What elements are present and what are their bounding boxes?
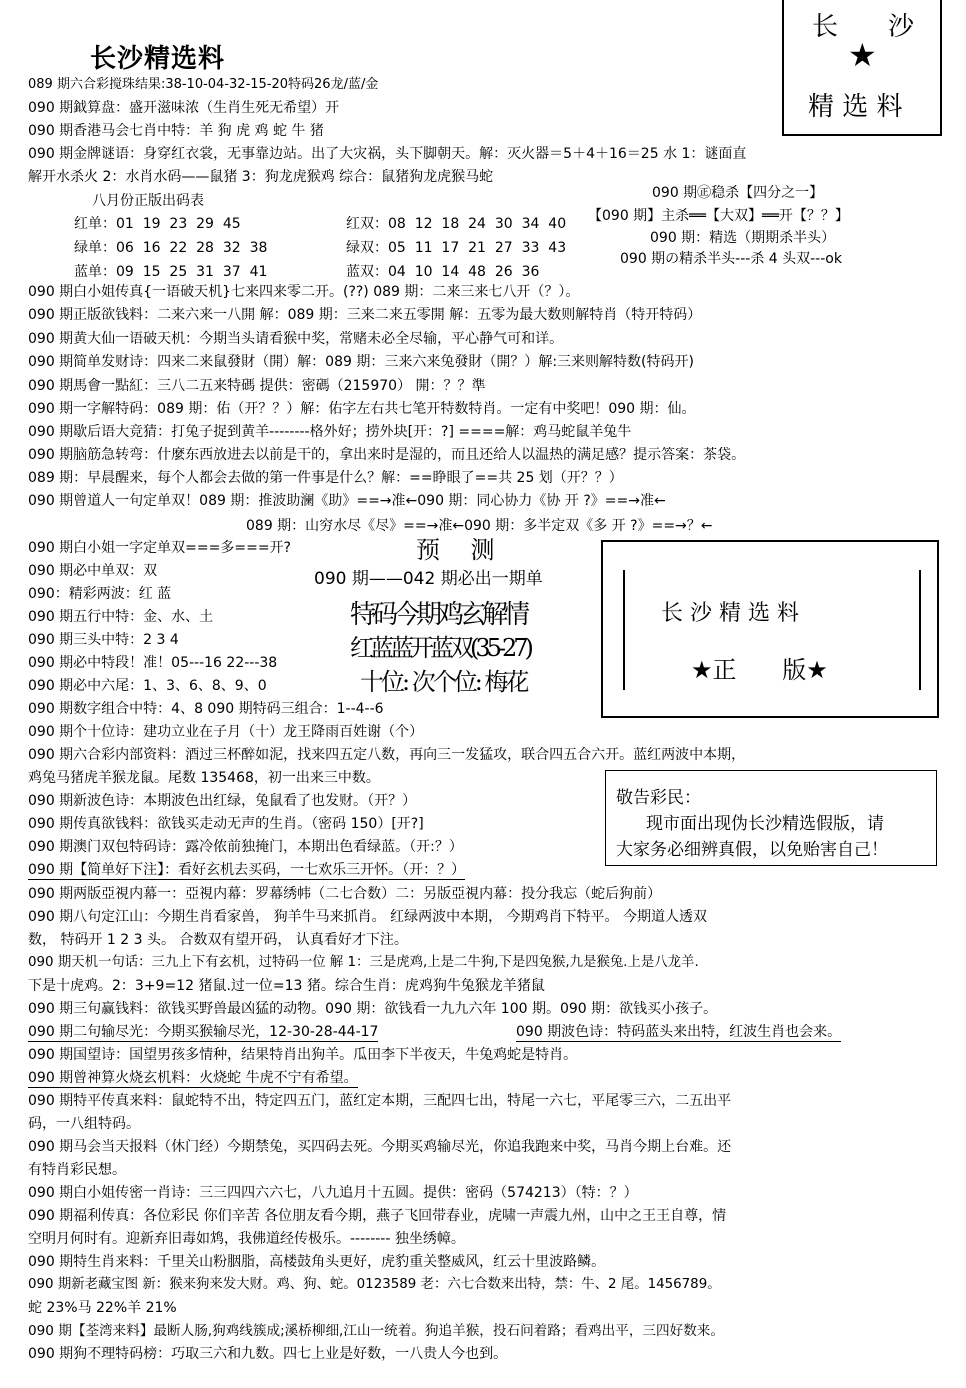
row-label: 绿双：	[346, 240, 388, 256]
text-line: 090 期三句赢钱料：欲钱买野兽最凶猛的动物。090 期：欲钱看一九九六年 100 期。090 期：欲钱买小孩子。	[28, 1001, 718, 1017]
text-line: 090 期【荃湾来料】最断人肠,狗鸡线簇成;溪桥柳细,江山一统着。狗追羊猴，投石问着路；看鸡出平，三四好数来。	[28, 1323, 724, 1339]
left-line: 090 期白小姐一字定单双===多===开?	[28, 540, 291, 556]
logo-char-2: 沙	[888, 12, 915, 42]
text-line: 090 期歇后语大竞猜：打兔子捉到黄羊--------格外好；捞外块[开：?] ====解：鸡马蛇鼠羊兔牛	[28, 424, 632, 440]
stamp-box	[601, 540, 939, 718]
table-row	[346, 213, 566, 233]
text-line: 090 期【简单好下注】：看好玄机去买码，一七欢乐三开怀。（开：？）	[28, 862, 466, 878]
left-line: 090：精彩两波：红 蓝	[28, 586, 172, 602]
row-label: 红双：	[346, 216, 388, 232]
notice-title: 敬告彩民：	[616, 788, 701, 808]
table-row	[74, 237, 267, 257]
text-line: 090 期特平传真来料：鼠蛇特不出，特定四五门，蓝红定本期，三配四七出，特尾一六七，平尾零三六，二五出平	[28, 1093, 732, 1109]
text-line: 090 期新波色诗：本期波色出红绿，兔鼠看了也发财。（开？）	[28, 793, 417, 809]
text-line: 解开水杀火 2：水肖水码——鼠猪 3：狗龙虎猴鸡 综合：鼠猪狗龙虎猴马蛇	[28, 169, 494, 185]
text-line: 090 期八句定江山：今期生肖看家兽， 狗羊牛马来抓肖。 红绿两波中本期， 今期鸡肖下特平。 今期道人透双	[28, 909, 707, 925]
row-label: 红单：	[74, 216, 116, 232]
text-line: 090 期正版欲钱料：二来六来一八開 解：089 期：三来二来五零開 解：五零为最大数则解特肖（特开特码）	[28, 307, 702, 323]
text-line: 090 期曾道人一句定单双！089 期：推波助澜《助》==→准←090 期：同心协力《协 开 ?》==→准←	[28, 493, 666, 509]
text-line-split-left: 090 期二句输尽光：今期买猴输尽光，12-30-28-44-17	[28, 1024, 379, 1040]
right-note: 090 期：精选（期期杀半头）	[650, 230, 836, 246]
notice-body: 现市面出现伪长沙精选假版，请	[646, 814, 884, 834]
text-line: 090 期福利传真：各位彩民 你们辛苦 各位朋友看今期，燕子飞回带春业，虎啸一声震九州，山中之王王自尊，情	[28, 1208, 727, 1224]
table-title: 八月份正版出码表	[92, 193, 204, 209]
text-line-center: 089 期：山穷水尽《尽》==→准←090 期：多半定双《多 开 ?》==→？←	[246, 518, 713, 534]
text-line: 090 期狗不理特码榜：巧取三六和九数。四七上业是好数，一八贵人今也到。	[28, 1346, 508, 1362]
result-line: 089 期六合彩搅珠结果:38-10-04-32-15-20特码26龙/蓝/金	[28, 77, 379, 92]
left-line: 090 期个十位诗：建功立业在子月（十）龙王降雨百姓谢（个）	[28, 724, 424, 740]
forecast-line: 特码今期鸡玄解情	[350, 600, 527, 630]
row-nums: 08 12 18 24 30 34 40	[388, 216, 567, 232]
row-label: 蓝双：	[346, 264, 388, 280]
row-nums: 09 15 25 31 37 41	[116, 264, 268, 280]
right-note: 【090 期】主杀══【大双】══开【？？】	[588, 208, 849, 224]
text-line: 数， 特码开 1 2 3 头。 合数双有望开码， 认真看好才下注。	[28, 932, 408, 948]
forecast-line: 十位: 次个位: 梅花	[360, 668, 527, 696]
text-line: 090 期天机一句话：三九上下有玄机，过特码一位 解 1：三是虎鸡,上是二牛狗,下是四兔猴,九是猴兔.上是八龙羊.	[28, 955, 699, 970]
row-nums: 01 19 23 29 45	[116, 216, 241, 232]
text-line: 090 期新老藏宝图 新：猴来狗来发大财。鸡、狗、蛇。0123589 老：六七合数来出特，禁：牛、2 尾。1456789。	[28, 1277, 721, 1292]
row-label: 绿单：	[74, 240, 116, 256]
forecast-subtitle: 090 期——042 期必出一期单	[314, 569, 543, 589]
logo-char-1: 长	[812, 12, 839, 42]
left-line: 090 期必中六尾：1、3、6、8、9、0	[28, 678, 267, 694]
star-icon: ★	[848, 36, 877, 74]
right-note: 090 期の精杀半头---杀 4 头双---ok	[620, 251, 842, 267]
table-row	[74, 261, 267, 281]
table-row	[74, 213, 241, 233]
text-line: 090 期六合彩内部资料：酒过三杯醉如泥，找来四五定八数，再向三一发猛攻，联合四五合六开。蓝红两波中本期，	[28, 747, 746, 763]
left-line: 090 期五行中特：金、水、土	[28, 609, 214, 625]
text-line: 090 期马会当天报料（休门经）今期禁兔，买四码去死。今期买鸡输尽光，你追我跑来中奖，马肖今期上台难。还	[28, 1139, 732, 1155]
text-line: 089 期：早晨醒来，每个人都会去做的第一件事是什么？解：==睁眼了==共 25 划（开？？）	[28, 470, 623, 486]
text-line: 090 期馬會一點紅：三八二五来特碼 提供：密碼（215970） 開：？？準	[28, 378, 486, 394]
text-line: 090 期白小姐传密一肖诗：三三四四六六七，八九追月十五圆。提供：密码（574213）（特：？）	[28, 1185, 638, 1201]
stamp-title: 长 沙 精 选 料	[661, 601, 799, 626]
text-line: 090 期两版亞視内幕一：亞視内幕：罗幕绣帏（二七合数）二：另版亞視内幕：投分我忘（蛇后狗前）	[28, 886, 662, 902]
text-line: 090 期特生肖来料：千里关山粉胭脂，高楼鼓角头更好，虎豹重关整威风，红云十里波路鳞。	[28, 1254, 606, 1270]
row-label: 蓝单：	[74, 264, 116, 280]
page-title: 长沙精选料	[90, 44, 226, 74]
table-row	[346, 237, 566, 257]
forecast-line: 红蓝蓝开蓝双(35-27)	[350, 634, 530, 662]
stamp-subtitle: ★正 版★	[691, 656, 828, 684]
text-line: 空明月何时有。迎新弃旧毒如鸩，我佛道经传极乐。-------- 独坐绣幛。	[28, 1231, 465, 1247]
text-line: 090 期香港马会七肖中特：羊 狗 虎 鸡 蛇 牛 猪	[28, 123, 324, 139]
text-line: 090 期白小姐传真{一语破天机}七来四来零二开。(??) 089 期：二来三来七八开（？）。	[28, 284, 580, 300]
text-line: 090 期传真欲钱料：欲钱买走动无声的生肖。（密码 150）[开?]	[28, 816, 424, 832]
left-line: 090 期必中特段！准！05---16 22---38	[28, 655, 278, 671]
text-line: 码，一八组特码。	[28, 1116, 140, 1132]
left-line: 090 期三头中特：2 3 4	[28, 632, 179, 648]
text-line: 090 期黄大仙一语破天机：今期当头请看猴中奖，常赌未必全尽输，平心静气可和详。	[28, 331, 564, 347]
text-line: 有特肖彩民想。	[28, 1162, 126, 1178]
text-line: 蛇 23%马 22%羊 21%	[28, 1300, 177, 1316]
notice-box	[605, 770, 937, 866]
table-row	[346, 261, 539, 281]
text-line: 090 期曾神算火烧玄机料：火烧蛇 牛虎不宁有希望。	[28, 1070, 358, 1086]
logo-box	[782, 0, 942, 136]
text-line: 090 期简单发财诗：四来二来鼠發財（開）解：089 期：三来六来兔發財（開？）解:三来则解特数(特码开)	[28, 354, 694, 370]
text-line: 下是十虎鸡。2：3+9=12 猪鼠.过一位=13 猪。综合生肖：虎鸡狗牛兔猴龙羊猪鼠	[28, 978, 545, 994]
row-nums: 04 10 14 48 26 36	[388, 264, 540, 280]
left-line: 090 期必中单双：双	[28, 563, 158, 579]
right-note: 090 期㊣稳杀【四分之一】	[652, 185, 824, 201]
left-line: 090 期数字组合中特：4、8 090 期特码三组合：1--4--6	[28, 701, 384, 717]
text-line: 090 期鉞算盘：盛开滋味浓（生肖生死无希望）开	[28, 100, 340, 116]
notice-body: 大家务必细辨真假，以免贻害自己！	[616, 840, 888, 860]
row-nums: 06 16 22 28 32 38	[116, 240, 268, 256]
text-line: 090 期一字解特码：089 期：佑（开？？）解：佑字左右共七笔开特数特肖。一定有中奖吧！090 期：仙。	[28, 401, 696, 417]
text-line: 090 期脑筋急转弯：什麼东西放进去以前是干的，拿出来时是湿的，而且还给人以温热的满足感？提示答案：茶袋。	[28, 447, 746, 463]
text-line: 鸡兔马猪虎羊猴龙鼠。尾数 135468，初一出来三中数。	[28, 770, 380, 786]
text-line: 090 期澳门双包特码诗：露冷侬前独掩门，本期出色看绿蓝。（开:？）	[28, 839, 463, 855]
forecast-title: 预 测	[416, 536, 495, 564]
text-line: 090 期金牌谜语：身穿红衣裳，无事靠边站。出了大灾祸，头下脚朝天。解：灭火器＝5＋4＋16＝25 水 1：谜面直	[28, 146, 747, 162]
logo-subtitle: 精 选 料	[808, 92, 903, 122]
row-nums: 05 11 17 21 27 33 43	[388, 240, 567, 256]
text-line-split-right: 090 期波色诗：特码蓝头来出特，红波生肖也会来。	[516, 1024, 842, 1040]
text-line: 090 期国望诗：国望男孩多情种，结果特肖出狗羊。瓜田李下半夜天，牛兔鸡蛇是特肖。	[28, 1047, 578, 1063]
